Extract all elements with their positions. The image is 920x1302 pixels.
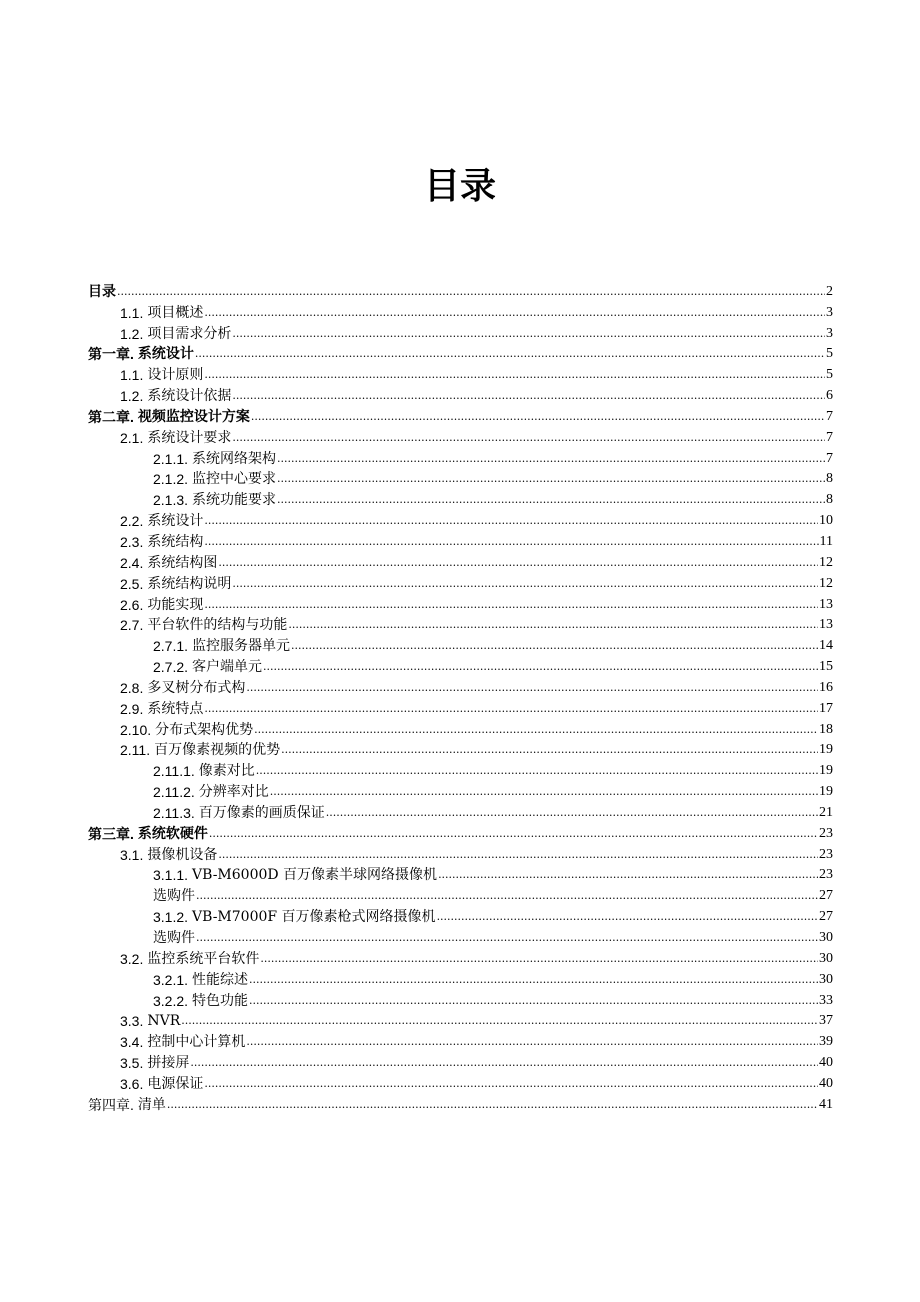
- dot-leader: [288, 616, 818, 634]
- toc-entry-title: 系统结构说明: [147, 575, 232, 592]
- toc-entry-title: 特色功能: [192, 992, 249, 1009]
- toc-entry[interactable]: [88, 864, 833, 885]
- toc-entry[interactable]: [88, 363, 833, 384]
- toc-entry[interactable]: [88, 614, 833, 635]
- toc-entry-page: 27: [819, 909, 833, 925]
- dot-leader: [218, 554, 818, 572]
- toc-entry[interactable]: [88, 301, 833, 322]
- toc-entry-page: 23: [819, 825, 833, 841]
- toc-entry[interactable]: [88, 801, 833, 822]
- dot-leader: [204, 512, 818, 530]
- toc-entry-title: 功能实现: [147, 596, 204, 613]
- toc-entry[interactable]: [88, 384, 833, 405]
- toc-entry-title: 客户端单元: [192, 659, 263, 676]
- dot-leader: [204, 596, 818, 614]
- toc-entry-title: 选购件: [153, 930, 195, 946]
- toc-entry[interactable]: [88, 739, 833, 760]
- toc-entry-page: 7: [826, 408, 833, 424]
- toc-entry-number: 2.3.: [120, 533, 144, 550]
- toc-entry-page: 8: [826, 492, 833, 508]
- table-of-contents: [88, 280, 833, 1114]
- toc-entry-number: 3.1.2.: [153, 909, 189, 926]
- toc-entry[interactable]: [88, 509, 833, 530]
- toc-entry-page: 41: [819, 1096, 833, 1112]
- toc-entry-title: 系统结构: [147, 533, 204, 550]
- toc-entry-number: 1.2.: [120, 325, 144, 342]
- dot-leader: [167, 1096, 818, 1114]
- dot-leader: [249, 971, 818, 989]
- toc-entry-page: 19: [819, 784, 833, 800]
- toc-entry[interactable]: [88, 989, 833, 1010]
- toc-entry-page: 8: [826, 471, 833, 487]
- dot-leader: [209, 825, 818, 843]
- toc-entry-title: 目录: [88, 283, 116, 300]
- toc-entry-title: 像素对比: [198, 763, 255, 780]
- dot-leader: [181, 1012, 818, 1030]
- toc-entry-number: 3.5.: [120, 1055, 144, 1072]
- toc-entry-page: 7: [826, 429, 833, 445]
- toc-entry-page: 5: [826, 367, 833, 383]
- toc-entry-number: 3.2.2.: [153, 992, 189, 1009]
- toc-entry-page: 12: [819, 575, 833, 591]
- dot-leader: [232, 387, 825, 405]
- dot-leader: [281, 741, 818, 759]
- toc-entry-number: 第四章.: [88, 1096, 134, 1113]
- dot-leader: [196, 887, 818, 905]
- toc-entry-title: VB-M7000F 百万像素枪式网络摄像机: [192, 909, 436, 926]
- toc-entry-number: 2.9.: [120, 700, 144, 717]
- toc-entry-title: 分辨率对比: [198, 784, 269, 801]
- toc-entry-title: 系统网络架构: [192, 450, 277, 467]
- dot-leader: [204, 1075, 818, 1093]
- toc-entry[interactable]: [88, 1051, 833, 1072]
- toc-entry-number: 1.1.: [120, 367, 144, 384]
- toc-entry-title: VB-M6000D 百万像素半球网络摄像机: [192, 867, 438, 884]
- toc-entry-title: 百万像素的画质保证: [198, 804, 325, 821]
- toc-entry-page: 18: [819, 721, 833, 737]
- toc-entry-title: 项目需求分析: [147, 325, 232, 342]
- toc-entry-title: 系统设计要求: [147, 429, 232, 446]
- toc-entry-number: 2.8.: [120, 679, 144, 696]
- toc-entry-title: 系统功能要求: [192, 492, 277, 509]
- dot-leader: [291, 637, 818, 655]
- dot-leader: [270, 783, 818, 801]
- toc-entry-page: 13: [819, 617, 833, 633]
- dot-leader: [246, 679, 818, 697]
- toc-entry[interactable]: [88, 759, 833, 780]
- dot-leader: [232, 325, 825, 343]
- toc-entry-title: 选购件: [153, 888, 195, 905]
- toc-entry-number: 2.6.: [120, 596, 144, 613]
- dot-leader: [232, 429, 825, 447]
- toc-entry-number: 2.1.3.: [153, 492, 189, 509]
- toc-entry[interactable]: [88, 655, 833, 676]
- toc-entry-number: 3.1.: [120, 846, 144, 863]
- toc-entry-title: 性能综述: [192, 971, 249, 988]
- toc-entry-title: 平台软件的结构与功能: [147, 617, 288, 634]
- toc-entry[interactable]: [88, 488, 833, 509]
- toc-entry-title: NVR: [147, 1013, 181, 1030]
- dot-leader: [437, 908, 818, 926]
- page-title: 目录: [423, 166, 496, 208]
- dot-leader: [204, 366, 825, 384]
- toc-entry-page: 7: [826, 450, 833, 466]
- toc-entry-title: 系统结构图: [147, 554, 218, 571]
- toc-entry-page: 3: [826, 325, 833, 341]
- toc-entry-title: 系统设计依据: [147, 388, 232, 405]
- toc-entry[interactable]: [88, 884, 833, 905]
- dot-leader: [246, 1033, 818, 1051]
- toc-entry-page: 3: [826, 304, 833, 320]
- dot-leader: [438, 866, 818, 884]
- toc-entry-number: 1.1.: [120, 304, 144, 321]
- toc-entry-page: 11: [819, 533, 833, 549]
- toc-entry-page: 40: [819, 1075, 833, 1091]
- toc-entry[interactable]: [88, 280, 833, 301]
- toc-entry-number: 3.2.1.: [153, 971, 189, 988]
- toc-entry[interactable]: [88, 1072, 833, 1093]
- toc-entry[interactable]: [88, 593, 833, 614]
- dot-leader: [260, 950, 818, 968]
- toc-entry-page: 14: [819, 638, 833, 654]
- dot-leader: [232, 575, 818, 593]
- toc-entry-page: 16: [819, 679, 833, 695]
- toc-entry-number: 2.1.2.: [153, 471, 189, 488]
- toc-entry-number: 2.7.2.: [153, 659, 189, 676]
- toc-entry[interactable]: [88, 780, 833, 801]
- dot-leader: [190, 1054, 818, 1072]
- dot-leader: [277, 491, 825, 509]
- toc-entry-number: 2.11.1.: [153, 763, 195, 780]
- toc-entry[interactable]: [88, 447, 833, 468]
- toc-entry[interactable]: [88, 551, 833, 572]
- toc-entry-title: 系统设计: [137, 346, 194, 363]
- toc-entry[interactable]: [88, 926, 833, 947]
- toc-entry-page: 10: [819, 513, 833, 529]
- toc-entry[interactable]: [88, 572, 833, 593]
- toc-entry[interactable]: [88, 1093, 833, 1114]
- toc-entry-title: 电源保证: [147, 1075, 204, 1092]
- toc-entry-title: 摄像机设备: [147, 846, 218, 863]
- dot-leader: [277, 470, 825, 488]
- toc-entry[interactable]: [88, 468, 833, 489]
- toc-entry-page: 30: [819, 950, 833, 966]
- toc-entry-number: 第二章.: [88, 408, 134, 425]
- toc-entry-number: 2.11.2.: [153, 784, 195, 801]
- toc-entry-page: 19: [819, 742, 833, 758]
- toc-entry-page: 19: [819, 763, 833, 779]
- dot-leader: [218, 846, 818, 864]
- toc-entry[interactable]: [88, 634, 833, 655]
- toc-entry-number: 2.10.: [120, 721, 152, 738]
- toc-entry-title: 监控中心要求: [192, 471, 277, 488]
- dot-leader: [256, 762, 818, 780]
- toc-entry-number: 3.6.: [120, 1075, 144, 1092]
- toc-entry[interactable]: [88, 947, 833, 968]
- toc-entry[interactable]: [88, 822, 833, 843]
- toc-entry-title: 系统特点: [147, 700, 204, 717]
- toc-entry-title: 系统设计: [147, 513, 204, 530]
- toc-entry-page: 30: [819, 930, 833, 945]
- dot-leader: [277, 450, 825, 468]
- toc-entry-number: 2.4.: [120, 554, 144, 571]
- toc-entry[interactable]: [88, 530, 833, 551]
- toc-entry-page: 6: [826, 388, 833, 404]
- toc-entry-number: 3.2.: [120, 950, 144, 967]
- dot-leader: [254, 721, 818, 739]
- toc-entry-page: 13: [819, 596, 833, 612]
- toc-entry-number: 2.11.3.: [153, 804, 195, 821]
- toc-entry-title: 视频监控设计方案: [137, 408, 250, 425]
- toc-entry-number: 2.1.: [120, 429, 144, 446]
- toc-entry-title: 控制中心计算机: [147, 1034, 246, 1051]
- toc-entry-page: 15: [819, 659, 833, 675]
- toc-entry-number: 2.11.: [120, 742, 151, 759]
- toc-entry[interactable]: [88, 1010, 833, 1031]
- toc-entry-title: 项目概述: [147, 304, 204, 321]
- toc-entry-page: 12: [819, 554, 833, 570]
- toc-entry-number: 第三章.: [88, 825, 134, 842]
- toc-entry-page: 17: [819, 700, 833, 716]
- toc-entry[interactable]: [88, 405, 833, 426]
- toc-entry-number: 3.3.: [120, 1013, 144, 1030]
- toc-entry-title: 设计原则: [147, 367, 204, 384]
- dot-leader: [204, 304, 825, 322]
- toc-entry[interactable]: [88, 322, 833, 343]
- toc-entry-number: 2.2.: [120, 513, 144, 530]
- toc-entry[interactable]: [88, 905, 833, 926]
- dot-leader: [251, 408, 825, 426]
- toc-entry-page: 21: [819, 804, 833, 820]
- toc-entry-title: 拼接屏: [147, 1055, 190, 1072]
- toc-entry-number: 第一章.: [88, 346, 134, 363]
- dot-leader: [326, 804, 818, 822]
- toc-entry-page: 40: [819, 1055, 833, 1071]
- toc-entry[interactable]: [88, 1030, 833, 1051]
- toc-entry-page: 23: [819, 867, 833, 883]
- toc-entry-page: 30: [819, 971, 833, 987]
- toc-entry-number: 2.7.1.: [153, 638, 189, 655]
- toc-entry-page: 37: [819, 1013, 833, 1029]
- dot-leader: [263, 658, 818, 676]
- toc-entry-page: 23: [819, 846, 833, 862]
- dot-leader: [117, 283, 825, 301]
- toc-entry-number: 3.4.: [120, 1034, 144, 1051]
- toc-entry[interactable]: [88, 968, 833, 989]
- toc-entry-title: 分布式架构优势: [155, 721, 254, 738]
- toc-entry-title: 清单: [137, 1096, 166, 1113]
- toc-entry-number: 2.5.: [120, 575, 144, 592]
- toc-entry-number: 2.1.1.: [153, 450, 189, 467]
- toc-entry[interactable]: [88, 343, 833, 364]
- toc-entry-page: 39: [819, 1034, 833, 1050]
- toc-entry[interactable]: [88, 697, 833, 718]
- toc-entry-page: 33: [819, 992, 833, 1008]
- dot-leader: [195, 345, 825, 363]
- toc-entry-title: 监控服务器单元: [192, 638, 291, 655]
- toc-entry-number: 1.2.: [120, 388, 144, 405]
- dot-leader: [204, 533, 818, 551]
- toc-entry-number: 3.1.1.: [153, 867, 189, 884]
- toc-entry[interactable]: [88, 676, 833, 697]
- toc-entry[interactable]: [88, 718, 833, 739]
- toc-entry-title: 监控系统平台软件: [147, 950, 260, 967]
- toc-entry-number: 2.7.: [120, 617, 144, 634]
- toc-entry-title: 系统软硬件: [137, 825, 208, 842]
- toc-entry-title: 百万像素视频的优势: [154, 742, 281, 759]
- toc-entry-page: 5: [826, 346, 833, 362]
- toc-entry-page: 2: [826, 283, 833, 299]
- toc-entry-title: 多叉树分布式构: [147, 679, 246, 696]
- toc-entry-page: 27: [819, 888, 833, 904]
- toc-entry[interactable]: [88, 843, 833, 864]
- dot-leader: [204, 700, 818, 718]
- dot-leader: [249, 992, 818, 1010]
- dot-leader: [196, 929, 818, 947]
- toc-entry[interactable]: [88, 426, 833, 447]
